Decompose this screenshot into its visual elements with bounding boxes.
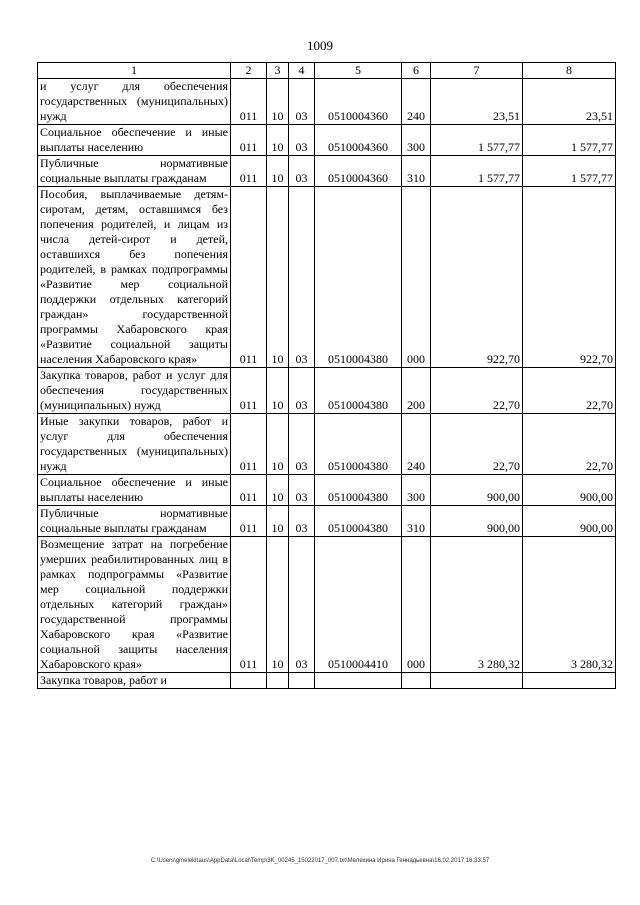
col-header: 6 bbox=[402, 63, 431, 79]
ministry-code: 011 bbox=[231, 475, 267, 506]
col-header: 3 bbox=[267, 63, 289, 79]
subsection-code: 03 bbox=[289, 414, 315, 475]
amount-col-7: 1 577,77 bbox=[431, 125, 523, 156]
target-article-code: 0510004380 bbox=[315, 187, 402, 368]
table-row bbox=[38, 368, 616, 414]
subsection-code: 03 bbox=[289, 156, 315, 187]
amount-col-7: 900,00 bbox=[431, 506, 523, 537]
col-header: 4 bbox=[289, 63, 315, 79]
ministry-code bbox=[231, 673, 267, 689]
target-article-code: 0510004410 bbox=[315, 537, 402, 673]
col-header: 2 bbox=[231, 63, 267, 79]
target-article-code: 0510004380 bbox=[315, 368, 402, 414]
section-code: 10 bbox=[267, 506, 289, 537]
section-code: 10 bbox=[267, 475, 289, 506]
expense-type-code: 000 bbox=[402, 537, 431, 673]
section-code: 10 bbox=[267, 79, 289, 125]
subsection-code: 03 bbox=[289, 475, 315, 506]
expense-type-code: 310 bbox=[402, 506, 431, 537]
table-row bbox=[38, 673, 616, 689]
expense-type-code: 300 bbox=[402, 125, 431, 156]
subsection-code bbox=[289, 673, 315, 689]
row-description: Закупка товаров, работ и услуг для обеспечения государственных (муниципальных) нужд bbox=[38, 368, 231, 414]
table-row bbox=[38, 79, 616, 125]
expense-type-code: 000 bbox=[402, 187, 431, 368]
page-number: 1009 bbox=[307, 38, 333, 53]
section-code bbox=[267, 673, 289, 689]
subsection-code: 03 bbox=[289, 506, 315, 537]
ministry-code: 011 bbox=[231, 537, 267, 673]
row-description: Возмещение затрат на погребение умерших реабилитированных лиц в рамках подпрограммы «Развитие мер социальной поддержки отдельных категорий граждан» государственной программы Хабаровского края «Развитие социальной защиты населения Хабаровского края» bbox=[38, 537, 231, 673]
ministry-code: 011 bbox=[231, 506, 267, 537]
ministry-code: 011 bbox=[231, 125, 267, 156]
subsection-code: 03 bbox=[289, 125, 315, 156]
col-header: 7 bbox=[431, 63, 523, 79]
header-row bbox=[38, 63, 616, 79]
amount-col-8 bbox=[523, 673, 616, 689]
section-code: 10 bbox=[267, 125, 289, 156]
table-row bbox=[38, 414, 616, 475]
amount-col-7 bbox=[431, 673, 523, 689]
table-row bbox=[38, 537, 616, 673]
amount-col-8: 900,00 bbox=[523, 506, 616, 537]
target-article-code: 0510004360 bbox=[315, 79, 402, 125]
expense-type-code: 200 bbox=[402, 368, 431, 414]
row-description: и услуг для обеспечения государственных (муниципальных) нужд bbox=[38, 79, 231, 125]
amount-col-8: 23,51 bbox=[523, 79, 616, 125]
target-article-code: 0510004380 bbox=[315, 414, 402, 475]
table-row bbox=[38, 475, 616, 506]
subsection-code: 03 bbox=[289, 79, 315, 125]
amount-col-8: 1 577,77 bbox=[523, 156, 616, 187]
ministry-code: 011 bbox=[231, 187, 267, 368]
file-path-footer: C:\Users\gmelekhaus\AppData\Local\Temp\3K_00245_15022017_007.txt\Мелехина Ирина Геннадьевна\16.02.2017 16:33:57 bbox=[150, 858, 490, 864]
row-description: Иные закупки товаров, работ и услуг для обеспечения государственных (муниципальных) нужд bbox=[38, 414, 231, 475]
target-article-code: 0510004360 bbox=[315, 156, 402, 187]
expense-type-code bbox=[402, 673, 431, 689]
section-code: 10 bbox=[267, 368, 289, 414]
amount-col-8: 3 280,32 bbox=[523, 537, 616, 673]
amount-col-8: 22,70 bbox=[523, 414, 616, 475]
row-description: Закупка товаров, работ и bbox=[38, 673, 231, 689]
table-row bbox=[38, 156, 616, 187]
expense-type-code: 240 bbox=[402, 414, 431, 475]
amount-col-7: 1 577,77 bbox=[431, 156, 523, 187]
amount-col-7: 23,51 bbox=[431, 79, 523, 125]
budget-table bbox=[37, 62, 616, 689]
amount-col-8: 922,70 bbox=[523, 187, 616, 368]
subsection-code: 03 bbox=[289, 187, 315, 368]
target-article-code bbox=[315, 673, 402, 689]
amount-col-7: 22,70 bbox=[431, 368, 523, 414]
row-description: Пособия, выплачиваемые детям-сиротам, детям, оставшимся без попечения родителей, и лицам из числа детей-сирот и детей, оставшихся без попечения родителей, в рамках подпрограммы «Развитие мер социальной поддержки отдельных категорий граждан» государственной программы Хабаровского края «Развитие социальной защиты населения Хабаровского края» bbox=[38, 187, 231, 368]
section-code: 10 bbox=[267, 187, 289, 368]
row-description: Публичные нормативные социальные выплаты гражданам bbox=[38, 156, 231, 187]
expense-type-code: 240 bbox=[402, 79, 431, 125]
amount-col-8: 22,70 bbox=[523, 368, 616, 414]
target-article-code: 0510004380 bbox=[315, 506, 402, 537]
amount-col-7: 22,70 bbox=[431, 414, 523, 475]
table-row bbox=[38, 125, 616, 156]
subsection-code: 03 bbox=[289, 368, 315, 414]
amount-col-8: 900,00 bbox=[523, 475, 616, 506]
ministry-code: 011 bbox=[231, 414, 267, 475]
section-code: 10 bbox=[267, 156, 289, 187]
amount-col-8: 1 577,77 bbox=[523, 125, 616, 156]
col-header: 1 bbox=[38, 63, 231, 79]
ministry-code: 011 bbox=[231, 156, 267, 187]
table-row bbox=[38, 506, 616, 537]
expense-type-code: 310 bbox=[402, 156, 431, 187]
ministry-code: 011 bbox=[231, 368, 267, 414]
section-code: 10 bbox=[267, 414, 289, 475]
subsection-code: 03 bbox=[289, 537, 315, 673]
amount-col-7: 3 280,32 bbox=[431, 537, 523, 673]
col-header: 5 bbox=[315, 63, 402, 79]
amount-col-7: 900,00 bbox=[431, 475, 523, 506]
table-row bbox=[38, 187, 616, 368]
ministry-code: 011 bbox=[231, 79, 267, 125]
target-article-code: 0510004360 bbox=[315, 125, 402, 156]
expense-type-code: 300 bbox=[402, 475, 431, 506]
col-header: 8 bbox=[523, 63, 616, 79]
row-description: Публичные нормативные социальные выплаты гражданам bbox=[38, 506, 231, 537]
target-article-code: 0510004380 bbox=[315, 475, 402, 506]
row-description: Социальное обеспечение и иные выплаты населению bbox=[38, 475, 231, 506]
section-code: 10 bbox=[267, 537, 289, 673]
row-description: Социальное обеспечение и иные выплаты населению bbox=[38, 125, 231, 156]
amount-col-7: 922,70 bbox=[431, 187, 523, 368]
